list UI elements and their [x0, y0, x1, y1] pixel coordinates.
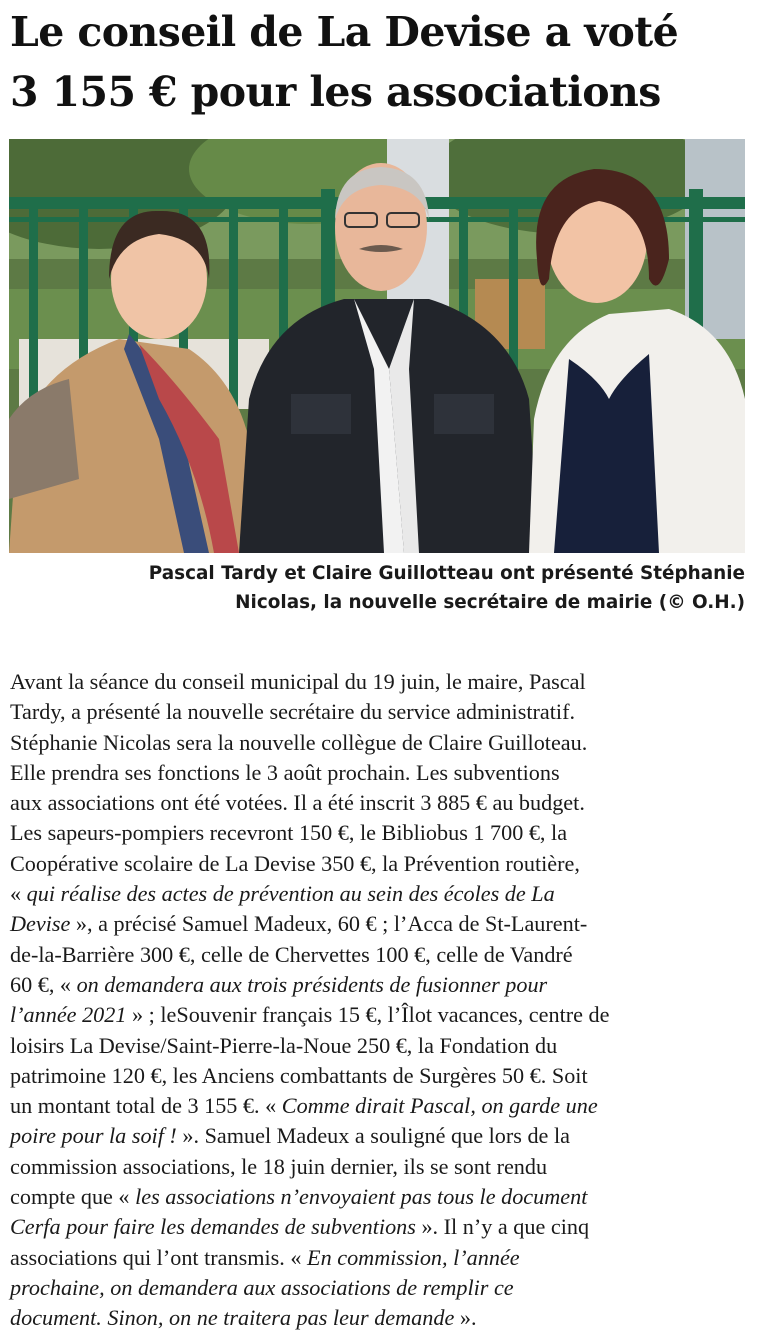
caption-line-2: Nicolas, la nouvelle secrétaire de mairie (© O.H.): [235, 592, 745, 613]
article-text: Tardy, a présenté la nouvelle secrétaire du service administratif.: [10, 699, 575, 725]
headline-line-2: 3 155 € pour les associations: [10, 68, 661, 116]
article-photo: [9, 139, 745, 553]
article-line: [10, 1061, 755, 1091]
article-line: [10, 1152, 755, 1182]
article-line: [10, 1303, 755, 1333]
headline-line-1: Le conseil de La Devise a voté: [10, 8, 679, 56]
article-text: ». Il n’y a que cinq: [415, 1214, 590, 1240]
article-text: », a précisé Samuel Madeux, 60 € ; l’Acca de St-Laurent-: [70, 911, 588, 937]
article-line: [10, 879, 755, 909]
article-line: [10, 1243, 755, 1273]
article-quote-text: Comme dirait Pascal, on garde une: [281, 1093, 598, 1119]
article-line: [10, 728, 755, 758]
article-text: loisirs La Devise/Saint-Pierre-la-Noue 250 €, la Fondation du: [10, 1032, 558, 1058]
headline: [10, 2, 755, 122]
article-line: [10, 1182, 755, 1212]
article-text: Coopérative scolaire de La Devise 350 €, la Prévention routière,: [10, 850, 580, 876]
article-line: [10, 1091, 755, 1121]
article-line: [10, 970, 755, 1000]
article-text: Avant la séance du conseil municipal du 19 juin, le maire, Pascal: [10, 669, 586, 694]
article-line: [10, 849, 755, 879]
article-line: [10, 697, 755, 727]
article-text: compte que «: [10, 1184, 136, 1210]
caption-line-1: Pascal Tardy et Claire Guillotteau ont présenté Stéphanie: [148, 563, 745, 584]
article-text: associations qui l’ont transmis. «: [10, 1244, 308, 1270]
article-text: Les sapeurs-pompiers recevront 150 €, le Bibliobus 1 700 €, la: [10, 820, 568, 846]
article-text: patrimoine 120 €, les Anciens combattants de Surgères 50 €. Soit: [10, 1062, 588, 1088]
article-quote-text: En commission, l’année: [307, 1244, 520, 1270]
article-text: Stéphanie Nicolas sera la nouvelle collègue de Claire Guilloteau.: [10, 729, 588, 755]
photo-illustration: [9, 139, 745, 553]
article-line: [10, 909, 755, 939]
article-line: [10, 1121, 755, 1151]
article-line: [10, 1000, 755, 1030]
article-text: commission associations, le 18 juin dernier, ils se sont rendu: [10, 1153, 548, 1179]
article-text: 60 €, «: [10, 971, 77, 997]
article-quote-text: Cerfa pour faire les demandes de subventions: [10, 1214, 416, 1240]
article-text: «: [10, 881, 27, 907]
article-text: » ; leSouvenir français 15 €, l’Îlot vacances, centre de: [126, 1002, 610, 1028]
article-quote-text: Devise: [10, 911, 71, 937]
article-text: un montant total de 3 155 €. «: [10, 1093, 282, 1119]
article-line: [10, 758, 755, 788]
article-line: [10, 1212, 755, 1242]
photo-caption: [25, 559, 745, 617]
article-quote-text: prochaine, on demandera aux associations de remplir ce: [10, 1274, 514, 1300]
article-text: aux associations ont été votées. Il a été inscrit 3 885 € au budget.: [10, 790, 585, 816]
article-line: [10, 788, 755, 818]
article-line: [10, 940, 755, 970]
article-text: ».: [454, 1305, 477, 1331]
article-line: [10, 818, 755, 848]
article-text: ». Samuel Madeux a souligné que lors de la: [176, 1123, 570, 1149]
article-line: [10, 1031, 755, 1061]
article-text: Elle prendra ses fonctions le 3 août prochain. Les subventions: [10, 759, 560, 785]
article-quote-text: l’année 2021: [10, 1002, 127, 1028]
article-text: de-la-Barrière 300 €, celle de Chervettes 100 €, celle de Vandré: [10, 941, 573, 967]
article-quote-text: qui réalise des actes de prévention au sein des écoles de La: [26, 881, 555, 907]
article-line: [10, 667, 755, 697]
article-line: [10, 1273, 755, 1303]
article-body: [10, 667, 755, 1334]
article-quote-text: poire pour la soif !: [10, 1123, 177, 1149]
article-quote-text: les associations n’envoyaient pas tous le document: [135, 1184, 588, 1210]
article-quote-text: on demandera aux trois présidents de fusionner pour: [76, 971, 548, 997]
article-quote-text: document. Sinon, on ne traitera pas leur demande: [10, 1305, 455, 1331]
